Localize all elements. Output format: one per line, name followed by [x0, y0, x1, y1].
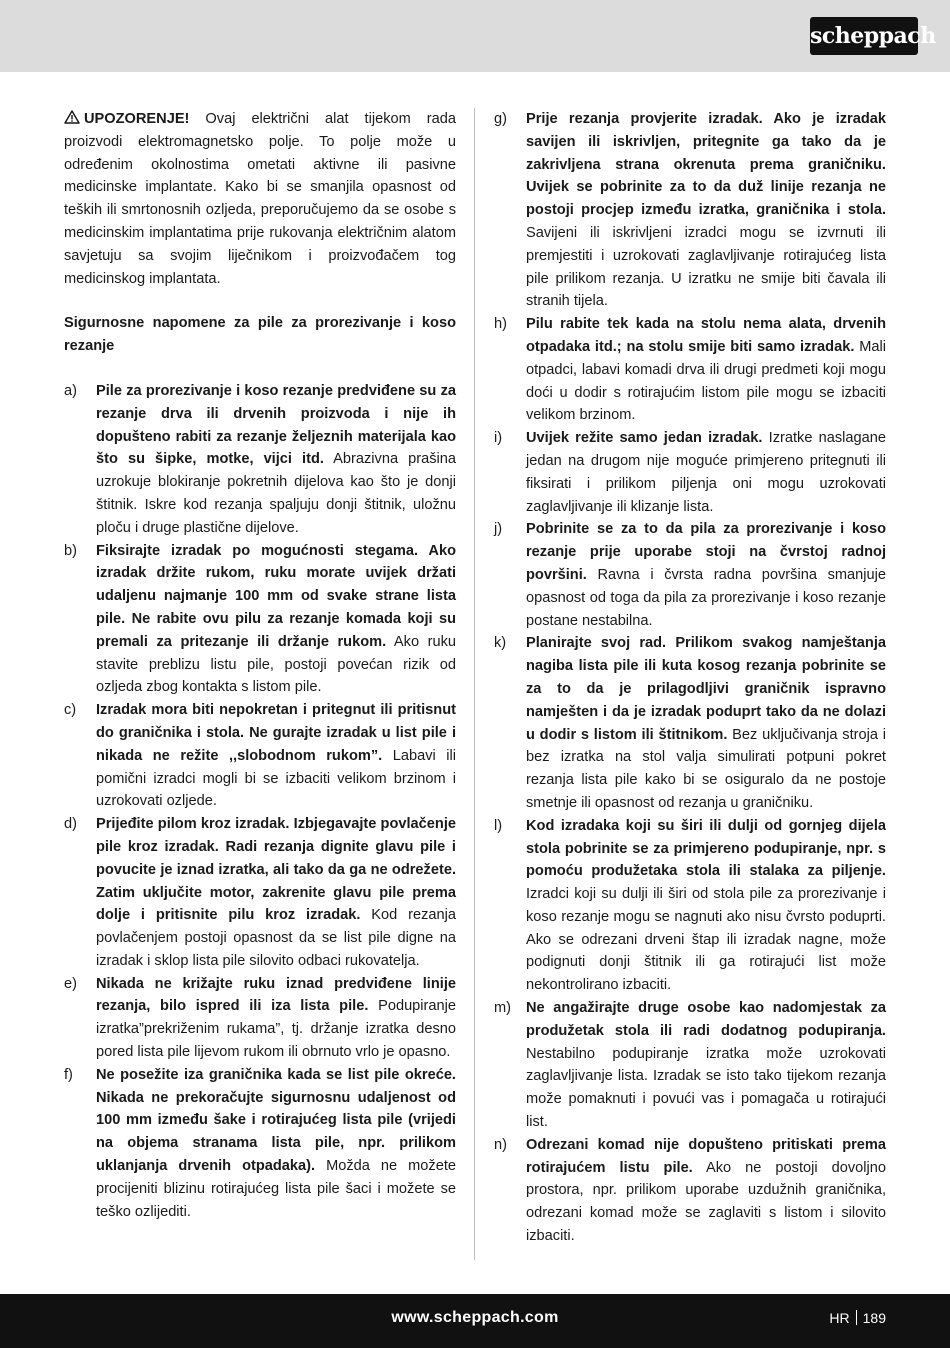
item-bold-text: Kod izradaka koji su širi ili dulji od gornjeg dijela stola pobrinite se za primjereno podupiranje, npr. s pomoću produžetaka stola ili stalaka za piljenje. — [526, 817, 886, 880]
item-text: Izradci koji su dulji ili širi od stola pile za prorezivanje i koso rezanje mogu se nagnuti ako nisu čvrsto poduprti. Ako se odrezani drveni štap ili izradak nagne, može podignuti donji štitnik ili ga rotirajući list može nekontrolirano izbaciti. — [526, 886, 886, 994]
page-number — [829, 1294, 886, 1342]
item-body — [96, 540, 456, 700]
item-text: Možda ne možete procijeniti blizinu rotirajućeg lista pile šaci i možete se teško ozlijediti. — [96, 1158, 456, 1220]
item-text: Ravna i čvrsta radna površina smanjuje opasnost od toga da pila za prorezivanje i koso rezanje postane nestabilna. — [526, 566, 886, 629]
item-text: Ako ruku stavite preblizu listu pile, postoji povećan rizik od ozljeda zbog kontakta s listom pile. — [96, 633, 457, 696]
page-footer — [0, 1294, 950, 1348]
item-letter: m) — [494, 1000, 512, 1017]
list-item — [64, 813, 456, 973]
language-code: HR — [829, 1310, 850, 1326]
item-letter: h) — [494, 316, 507, 333]
item-bold-text: Pilu rabite tek kada na stolu nema alata, drvenih otpadaka itd.; na stolu smije biti samo izradak. — [526, 316, 886, 355]
item-text: Ako ne postoji dovoljno prostora, npr. prilikom uporabe uzdužnih graničnika, odrezani komad može se zaglaviti s listom i silovito izbaciti. — [526, 1159, 886, 1245]
page-number-value: 189 — [862, 1310, 886, 1326]
item-body — [526, 108, 886, 313]
item-letter: b) — [64, 542, 77, 559]
item-letter: i) — [494, 430, 503, 447]
item-bold-text: Nikada ne križajte ruku iznad predviđene linije rezanja, bilo ispred ili iza lista pile. — [96, 975, 456, 1015]
item-text: Savijeni ili iskrivljeni izradci mogu se izvrnuti ili premjestiti i uzrokovati zaglavljivanje rotirajućeg lista pile prilikom rezanja. U izratku ne smije biti čavala ili stranih tijela. — [526, 224, 886, 310]
item-bold-text: Izradak mora biti nepokretan i pritegnut ili pritisnut do graničnika i stola. Ne gurajte izradak u list pile i nikada ne režite ,,slobodnom rukom”. — [96, 702, 456, 764]
item-bold-text: Uvijek režite samo jedan izradak. — [526, 430, 763, 447]
left-column — [64, 108, 456, 1223]
list-item — [494, 108, 886, 313]
item-body — [96, 813, 456, 973]
item-letter: e) — [64, 975, 77, 992]
item-body — [96, 973, 456, 1064]
list-item — [64, 1064, 456, 1224]
item-body — [96, 380, 456, 540]
warning-text: Ovaj električni alat tijekom rada proizvodi elektromagnetsko polje. To polje može u određenim okolnostima ometati aktivne ili pasivne medicinske implantate. Kako bi se smanjila opasnost od teških ili smrtonosnih ozljeda, preporučujemo da se osobe s medicinskim implantatima prije rukovanja električnim alatom savjetuju sa svojim liječnikom i proizvođačem tog medicinskog implantata. — [64, 111, 456, 287]
item-bold-text: Odrezani komad nije dopušteno pritiskati prema rotirajućem listu pile. — [526, 1136, 886, 1176]
item-text: Bez uključivanja stroja i bez izratka na stol valja simulirati potpuni pokret rezanja lista pile kako bi se osiguralo da ne postoje smetnje ili opasnost od rezanja u graničniku. — [526, 726, 886, 811]
list-item — [494, 1134, 886, 1248]
section-title: Sigurnosne napomene za pile za prorezivanje i koso rezanje — [64, 315, 456, 355]
item-bold-text: Pile za prorezivanje i koso rezanje predviđene su za rezanje drva ili drvenih proizvoda i nije ih dopušteno rabiti za rezanje željeznih materijala kao što su šipke, motke, vijci itd. — [96, 382, 456, 468]
item-text: Kod rezanja povlačenjem postoji opasnost da se list pile digne na izradak i sklop lista pile silovito odbaci rukovatelja. — [96, 907, 456, 969]
item-letter: n) — [494, 1136, 507, 1153]
item-text: Labavi ili pomični izradci mogli bi se izbaciti velikom brzinom i uzrokovati ozljede. — [96, 747, 456, 810]
item-bold-text: Ne angažirajte druge osobe kao nadomjestak za produžetak stola ili radi dodatnog podupiranja. — [526, 1000, 886, 1039]
warning-label: UPOZORENJE! — [84, 111, 190, 127]
item-letter: k) — [494, 635, 507, 652]
item-body — [526, 632, 886, 814]
item-text: Mali otpadci, labavi komadi drva ili drugi predmeti koji mogu doći u dodir s rotirajućim listom pile mogu se izbaciti velikom brzinom. — [526, 338, 887, 424]
item-bold-text: Prijeđite pilom kroz izradak. Izbjegavajte povlačenje pile kroz izradak. Radi rezanja dignite glavu pile i povucite je iznad izratka, ali tako da ga ne odrežete. Zatim uključite motor, zakrenite glavu pile prema dolje i pritisnite pilu kroz izradak. — [96, 816, 456, 924]
list-item — [64, 699, 456, 813]
list-item — [64, 540, 456, 700]
item-bold-text: Fiksirajte izradak po mogućnosti stegama. Ako izradak držite rukom, ruku morate uvijek držati udaljenu najmanje 100 mm od svake strane lista pile. Ne rabite ovu pilu za rezanje komada koji su premali za pritezanje ili držanje rukom. — [96, 542, 456, 650]
list-item — [494, 518, 886, 632]
item-letter: d) — [64, 816, 77, 833]
item-text: Nestabilno podupiranje izratka može uzrokovati zaglavljivanje lista. Izradak se isto tako tijekom rezanja može pomaknuti i povući vas i pomagača u rotirajući list. — [526, 1045, 886, 1131]
warning-paragraph — [64, 108, 456, 290]
item-body — [526, 997, 886, 1134]
item-body — [526, 815, 886, 997]
list-item — [494, 997, 886, 1134]
list-item — [64, 973, 456, 1064]
list-item — [494, 313, 886, 427]
list-item — [494, 427, 886, 518]
item-letter: l) — [494, 817, 503, 834]
item-body — [526, 518, 886, 632]
item-text: Podupiranje izratka”prekriženim rukama”, tj. držanje izratka desno pored lista pile lijevom rukom ili obrnuto vrlo je opasno. — [96, 998, 456, 1061]
list-item — [64, 380, 456, 540]
warning-triangle-icon — [64, 110, 80, 124]
item-letter: a) — [64, 382, 77, 399]
column-divider — [474, 108, 475, 1260]
list-item — [494, 632, 886, 814]
safety-list-left — [64, 380, 456, 1223]
right-column — [494, 108, 886, 1248]
item-body — [526, 427, 886, 518]
item-text: Abrazivna prašina uzrokuje blokiranje pokretnih dijelova kao što je donji štitnik. Iskre kod rezanja spaljuju donji štitnik, uložnu ploču i druge plastične dijelove. — [96, 451, 456, 536]
item-bold-text: Pobrinite se za to da pila za prorezivanje i koso rezanje prije uporabe stoji na čvrstoj radnoj površini. — [526, 521, 886, 583]
page-separator — [856, 1310, 857, 1325]
item-letter: j) — [494, 521, 503, 538]
item-letter: f) — [64, 1066, 73, 1083]
item-bold-text: Ne posežite iza graničnika kada se list pile okreće. Nikada ne prekoračujte sigurnosnu udaljenost od 100 mm između šake i rotirajućeg lista pile (vrijedi na objema stranama lista pile, npr. prilikom uklanjanja drvenih otpadaka). — [96, 1066, 456, 1175]
item-bold-text: Planirajte svoj rad. Prilikom svakog namještanja nagiba lista pile ili kuta kosog rezanja pobrinite se za to da je prilagodljivi graničnik ispravno namješten i da je izradak poduprt tako da ne dolazi u dodir s listom ili štitnikom. — [526, 635, 886, 743]
safety-list-right — [494, 108, 886, 1248]
item-body — [96, 699, 456, 813]
item-body — [526, 313, 886, 427]
scheppach-logo: scheppach — [810, 17, 918, 55]
footer-url[interactable]: www.scheppach.com — [391, 1309, 559, 1326]
page-header — [0, 0, 950, 72]
item-bold-text: Prije rezanja provjerite izradak. Ako je izradak savijen ili iskrivljen, pritegnite ga tako da je zakrivljena strana okrenuta prema graničniku. Uvijek se pobrinite za to da duž linije rezanja ne postoji procjep između izratka, graničnika i stola. — [526, 111, 886, 219]
list-item — [494, 815, 886, 997]
item-body — [526, 1134, 886, 1248]
item-body — [96, 1064, 456, 1224]
item-text: Izratke naslagane jedan na drugom nije moguće primjereno pritegnuti ili fiksirati i prilikom piljenja oni mogu uzrokovati zaglavljivanje ili klizanje lista. — [526, 430, 886, 515]
item-letter: c) — [64, 702, 77, 719]
item-letter: g) — [494, 111, 507, 127]
